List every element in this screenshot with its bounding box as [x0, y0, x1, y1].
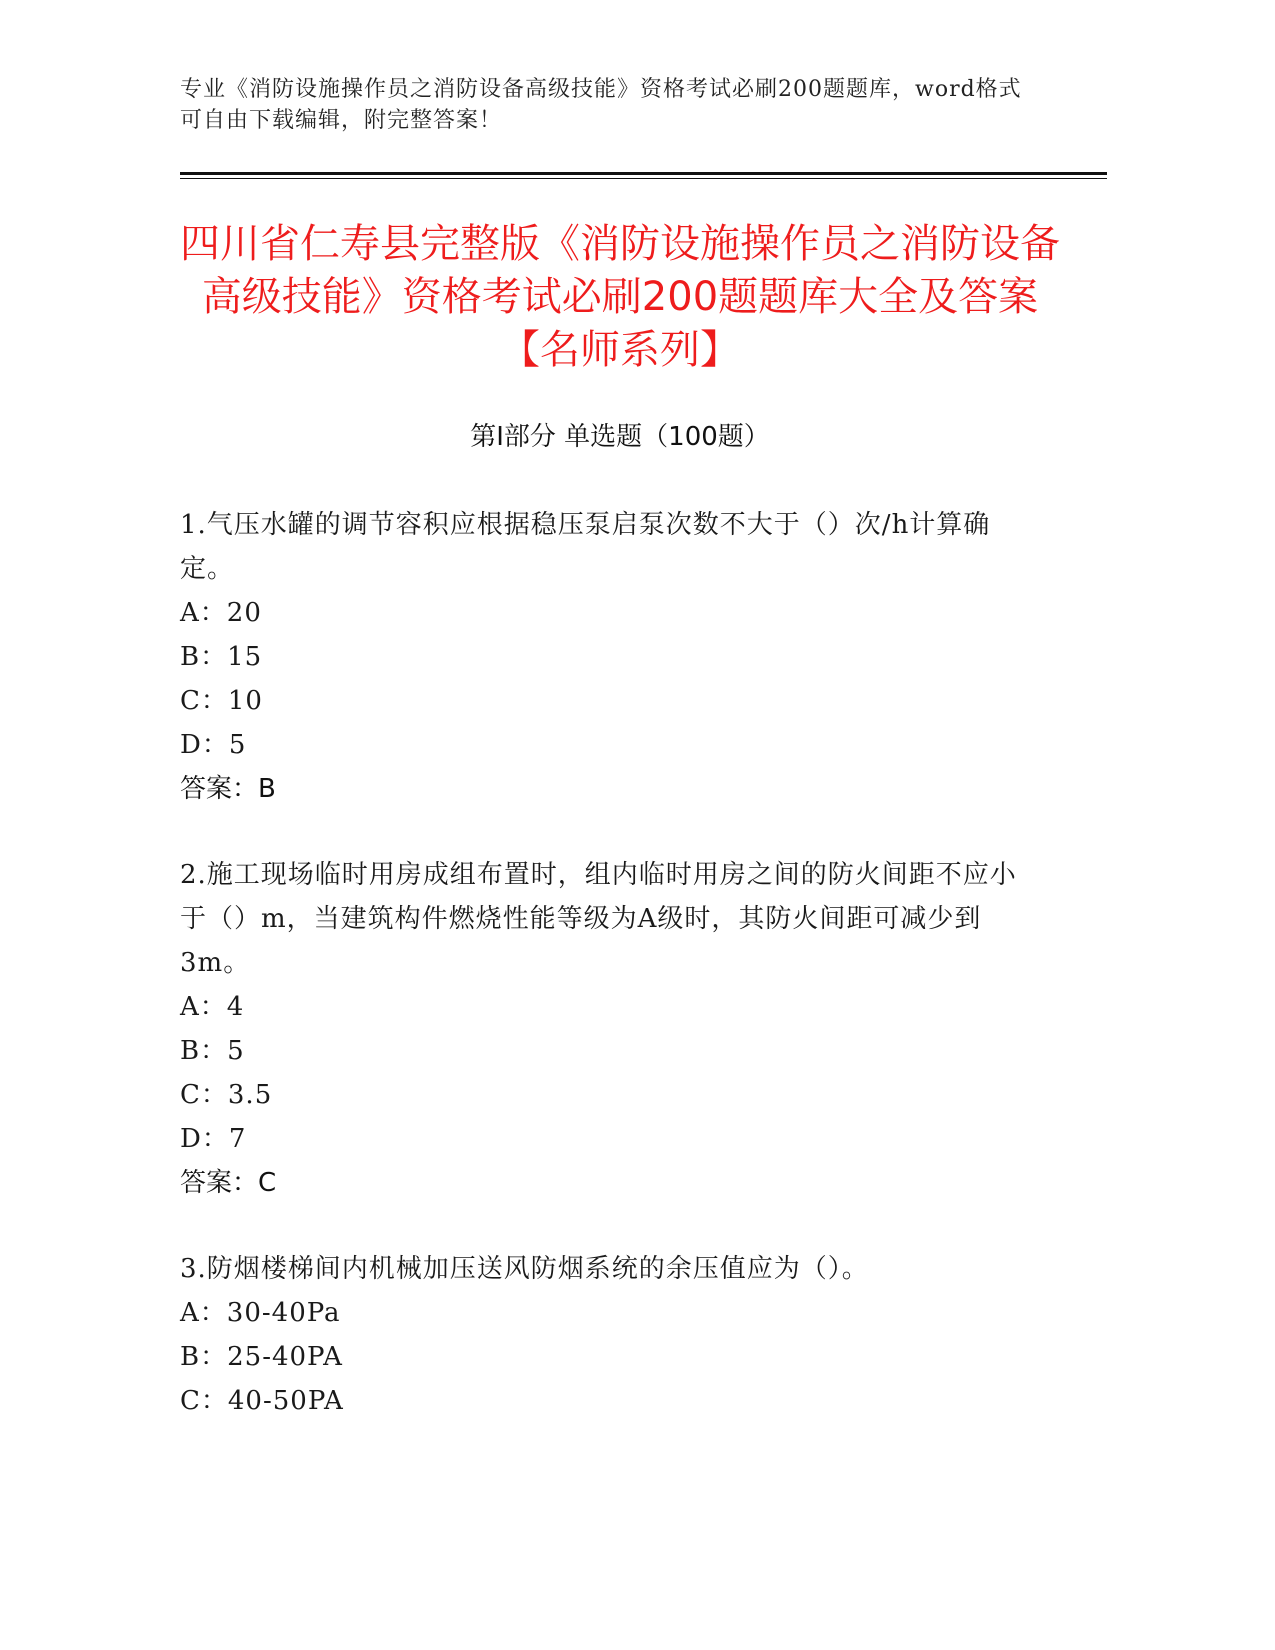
answer-text: 答案：B	[180, 774, 276, 804]
question-stem: 1.气压水罐的调节容积应根据稳压泵启泵次数不大于（）次/h计算确定。	[180, 510, 991, 584]
question-2	[180, 853, 1030, 1205]
option-d: D：7	[180, 1124, 247, 1154]
header-note: 专业《消防设施操作员之消防设备高级技能》资格考试必刷200题题库，word格式可自由下载编辑，附完整答案！	[180, 77, 1022, 133]
option-a: A：30-40Pa	[180, 1298, 341, 1328]
option-b: B：15	[180, 642, 263, 672]
option-b: B：25-40PA	[180, 1342, 343, 1372]
answer-text: 答案：C	[180, 1168, 277, 1198]
header-rule-thin	[180, 178, 1107, 179]
question-list	[180, 503, 1030, 1465]
question-3	[180, 1247, 1030, 1423]
question-stem: 3.防烟楼梯间内机械加压送风防烟系统的余压值应为（）。	[180, 1254, 869, 1284]
document-title: 四川省仁寿县完整版《消防设施操作员之消防设备高级技能》资格考试必刷200题题库大全及答案【名师系列】	[180, 221, 1060, 373]
option-a: A：4	[180, 992, 245, 1022]
option-c: C：40-50PA	[180, 1386, 344, 1416]
question-stem: 2.施工现场临时用房成组布置时，组内临时用房之间的防火间距不应小于（）m，当建筑构件燃烧性能等级为A级时，其防火间距可减少到3m。	[180, 860, 1017, 978]
option-c: C：3.5	[180, 1080, 273, 1110]
option-c: C：10	[180, 686, 263, 716]
question-1	[180, 503, 1030, 811]
option-b: B：5	[180, 1036, 245, 1066]
option-d: D：5	[180, 730, 247, 760]
header-rule-thick	[180, 172, 1107, 175]
option-a: A：20	[180, 598, 262, 628]
section-heading: 第Ⅰ部分 单选题（100题）	[470, 422, 770, 452]
